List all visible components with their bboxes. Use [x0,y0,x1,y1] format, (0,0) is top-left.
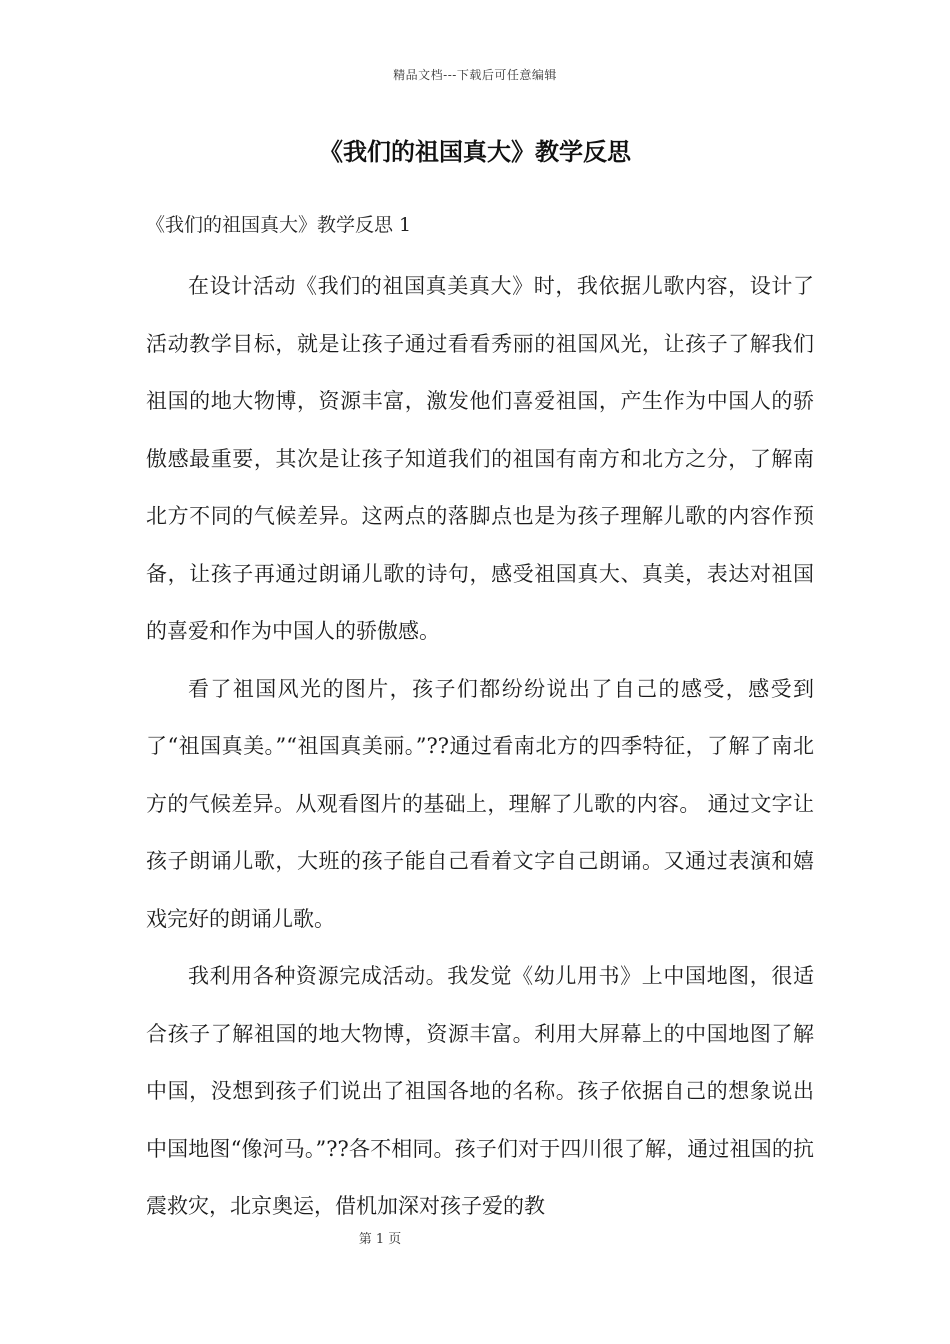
section-heading: 《我们的祖国真大》教学反思 1 [146,214,412,236]
page-header: 精品文档---下载后可任意编辑 [393,68,557,82]
document-body [146,258,814,1236]
page-number: 第 1 页 [358,1232,402,1247]
paragraph: 看了祖国风光的图片，孩子们都纷纷说出了自己的感受，感受到了“祖国真美。”“祖国真美丽。”??通过看南北方的四季特征，了解了南北方的气候差异。从观看图片的基础上，理解了儿歌的内容。 通过文字让孩子朗诵儿歌，大班的孩子能自己看着文字自己朗诵。又通过表演和嬉戏完好的朗诵儿歌。 [146,676,814,931]
paragraph: 在设计活动《我们的祖国真美真大》时，我依据儿歌内容，设计了活动教学目标，就是让孩子通过看看秀丽的祖国风光，让孩子了解我们祖国的地大物博，资源丰富，激发他们喜爱祖国，产生作为中国人的骄傲感最重要，其次是让孩子知道我们的祖国有南方和北方之分，了解南北方不同的气候差异。这两点的落脚点也是为孩子理解儿歌的内容作预备，让孩子再通过朗诵儿歌的诗句，感受祖国真大、真美，表达对祖国的喜爱和作为中国人的骄傲感。 [146,274,814,643]
paragraph: 我利用各种资源完成活动。我发觉《幼儿用书》上中国地图，很适合孩子了解祖国的地大物博，资源丰富。利用大屏幕上的中国地图了解中国，没想到孩子们说出了祖国各地的名称。孩子依据自己的想象说出中国地图“像河马。”??各不相同。孩子们对于四川很了解，通过祖国的抗震救灾，北京奥运，借机加深对孩子爱的教 [146,964,814,1218]
document-title: 《我们的祖国真大》教学反思 [319,137,631,166]
